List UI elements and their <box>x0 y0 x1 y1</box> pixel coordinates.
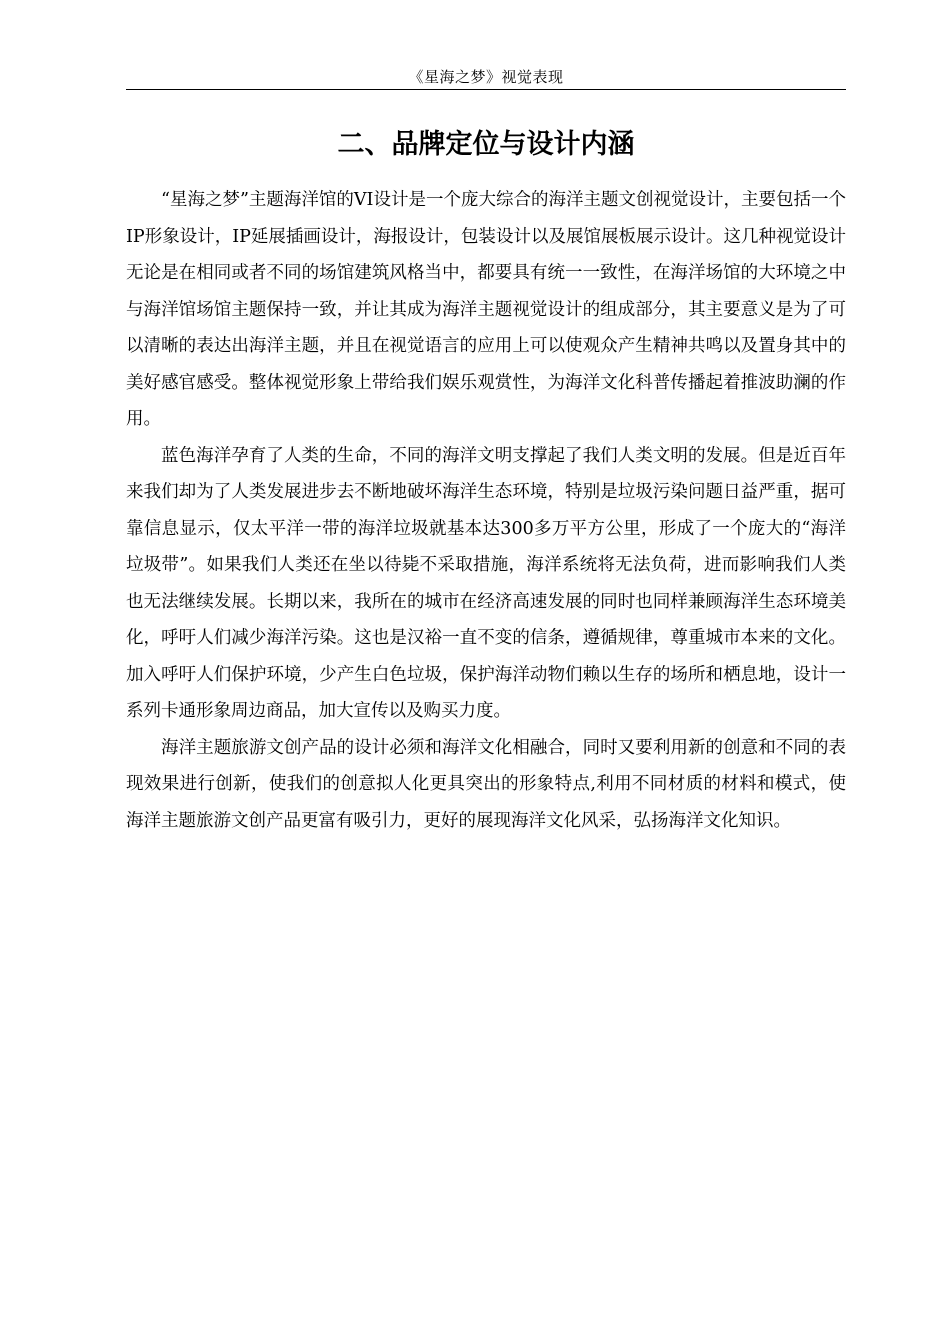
body-text <box>126 182 846 839</box>
header-divider <box>126 89 846 90</box>
section-title: 二、品牌定位与设计内涵 <box>337 129 635 160</box>
paragraph: “星海之梦”主题海洋馆的VI设计是一个庞大综合的海洋主题文创视觉设计，主要包括一个IP形象设计，IP延展插画设计，海报设计，包装设计以及展馆展板展示设计。这几种视觉设计无论是在相同或者不同的场馆建筑风格当中，都要具有统一一致性，在海洋场馆的大环境之中与海洋馆场馆主题保持一致，并让其成为海洋主题视觉设计的组成部分，其主要意义是为了可以清晰的表达出海洋主题，并且在视觉语言的应用上可以使观众产生精神共鸣以及置身其中的美好感官感受。整体视觉形象上带给我们娱乐观赏性，为海洋文化科普传播起着推波助澜的作用。 <box>126 190 846 429</box>
paragraph: 蓝色海洋孕育了人类的生命，不同的海洋文明支撑起了我们人类文明的发展。但是近百年来我们却为了人类发展进步去不断地破坏海洋生态环境，特别是垃圾污染问题日益严重，据可靠信息显示，仅太平洋一带的海洋垃圾就基本达300多万平方公里，形成了一个庞大的“海洋垃圾带”。如果我们人类还在坐以待毙不采取措施，海洋系统将无法负荷，进而影响我们人类也无法继续发展。长期以来，我所在的城市在经济高速发展的同时也同样兼顾海洋生态环境美化，呼吁人们减少海洋污染。这也是汉裕一直不变的信条，遵循规律，尊重城市本来的文化。加入呼吁人们保护环境，少产生白色垃圾，保护海洋动物们赖以生存的场所和栖息地，设计一系列卡通形象周边商品，加大宣传以及购买力度。 <box>126 445 846 721</box>
paragraph: 海洋主题旅游文创产品的设计必须和海洋文化相融合，同时又要利用新的创意和不同的表现效果进行创新，使我们的创意拟人化更具突出的形象特点,利用不同材质的材料和模式，使海洋主题旅游文创产品更富有吸引力，更好的展现海洋文化风采，弘扬海洋文化知识。 <box>126 737 846 831</box>
running-header: 《星海之梦》视觉表现 <box>408 68 564 86</box>
